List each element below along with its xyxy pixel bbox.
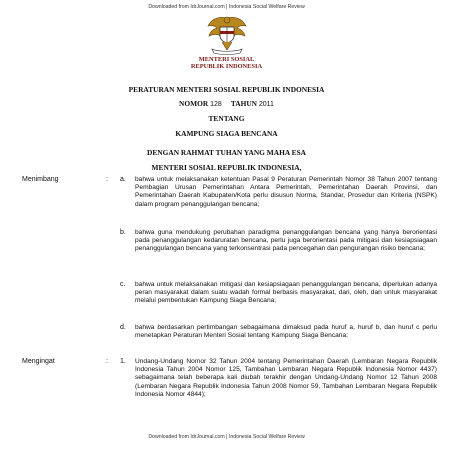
subject-heading: KAMPUNG SIAGA BENCANA bbox=[175, 129, 278, 138]
mengingat-colon: : bbox=[106, 358, 108, 365]
tahun-value: 2011 bbox=[258, 101, 274, 108]
source-note-top: Downloaded from IdrJournal.com | Indonesia Social Welfare Review bbox=[148, 4, 305, 10]
menimbang-item-c: bahwa untuk melaksanakan mitigasi dan kesiapsiagaan penanggulangan bencana, diperlukan adanya peran masyarakat dalam suatu wadah formal berbasis masyarakat, dari, oleh, dan untuk masyarakat melalui pembentukan Kampung Siaga Bencana; bbox=[135, 281, 437, 305]
mengingat-marker-1: 1. bbox=[120, 358, 126, 365]
regulation-title: PERATURAN MENTERI SOSIAL REPUBLIK INDONESIA bbox=[128, 85, 325, 94]
invocation: DENGAN RAHMAT TUHAN YANG MAHA ESA bbox=[147, 148, 306, 157]
menimbang-item-d: bahwa berdasarkan pertimbangan sebagaimana dimaksud pada huruf a, huruf b, dan huruf c perlu menetapkan Peraturan Menteri Sosial tentang Kampung Siaga Bencana; bbox=[135, 324, 437, 340]
issuer: MENTERI SOSIAL REPUBLIK INDONESIA, bbox=[151, 163, 302, 172]
tentang-heading: TENTANG bbox=[208, 114, 245, 123]
garuda-emblem-icon bbox=[206, 12, 248, 56]
mengingat-item-1: Undang-Undang Nomor 32 Tahun 2004 tentang Pemerintahan Daerah (Lembaran Negara Republik Indonesia Tahun 2004 Nomor 125, Tambahan Lembaran Negara Republik Indonesia Nomor 4437) sebagaimana telah beberapa kali diubah terakhir dengan Undang-Undang Nomor 12 Tahun 2008 (Lembaran Negara Republik Indonesia Tahun 2008 Nomor 59, Tambahan Lembaran Negara Republik Indonesia Nomor 4844); bbox=[135, 358, 437, 398]
menimbang-colon: : bbox=[106, 176, 108, 183]
tahun-label: TAHUN bbox=[230, 99, 258, 108]
ministry-name-line2: REPUBLIK INDONESIA bbox=[190, 63, 263, 70]
number-line bbox=[0, 99, 453, 108]
menimbang-item-a: bahwa untuk melaksanakan ketentuan Pasal 9 Peraturan Pemerintah Nomor 38 Tahun 2007 tentang Pembagian Urusan Pemerintahan Antara Pemerintah, Pemerintahan Daerah Provinsi, dan Pemerintahan Daerah Kabupaten/Kota perlu disusun Norma, Standar, Prosedur dan Kriteria (NSPK) dalam program penanggulangan bencana; bbox=[135, 176, 437, 208]
menimbang-marker-b: b. bbox=[120, 229, 126, 236]
mengingat-label: Mengingat bbox=[22, 358, 55, 365]
menimbang-label: Menimbang bbox=[22, 176, 59, 183]
nomor-value: 128 bbox=[210, 101, 222, 108]
source-note-bottom: Downloaded from IdrJournal.com | Indonesia Social Welfare Review bbox=[148, 434, 305, 440]
nomor-label: NOMOR bbox=[179, 99, 209, 108]
menimbang-marker-d: d. bbox=[120, 324, 126, 331]
ministry-name-line1: MENTERI SOSIAL bbox=[198, 56, 255, 63]
menimbang-item-b: bahwa guna mendukung perubahan paradigma penanggulangan bencana yang hanya berorientasi pada penanggulangan kedaruratan bencana, perlu juga berorientasi pada mitigasi dan kesiapsiagaan penanggulangan bencana yang terkonsentrasi pada pencegahan dan pengurangan risiko bencana; bbox=[135, 229, 437, 253]
menimbang-marker-c: c. bbox=[120, 281, 126, 288]
menimbang-marker-a: a. bbox=[120, 176, 126, 183]
